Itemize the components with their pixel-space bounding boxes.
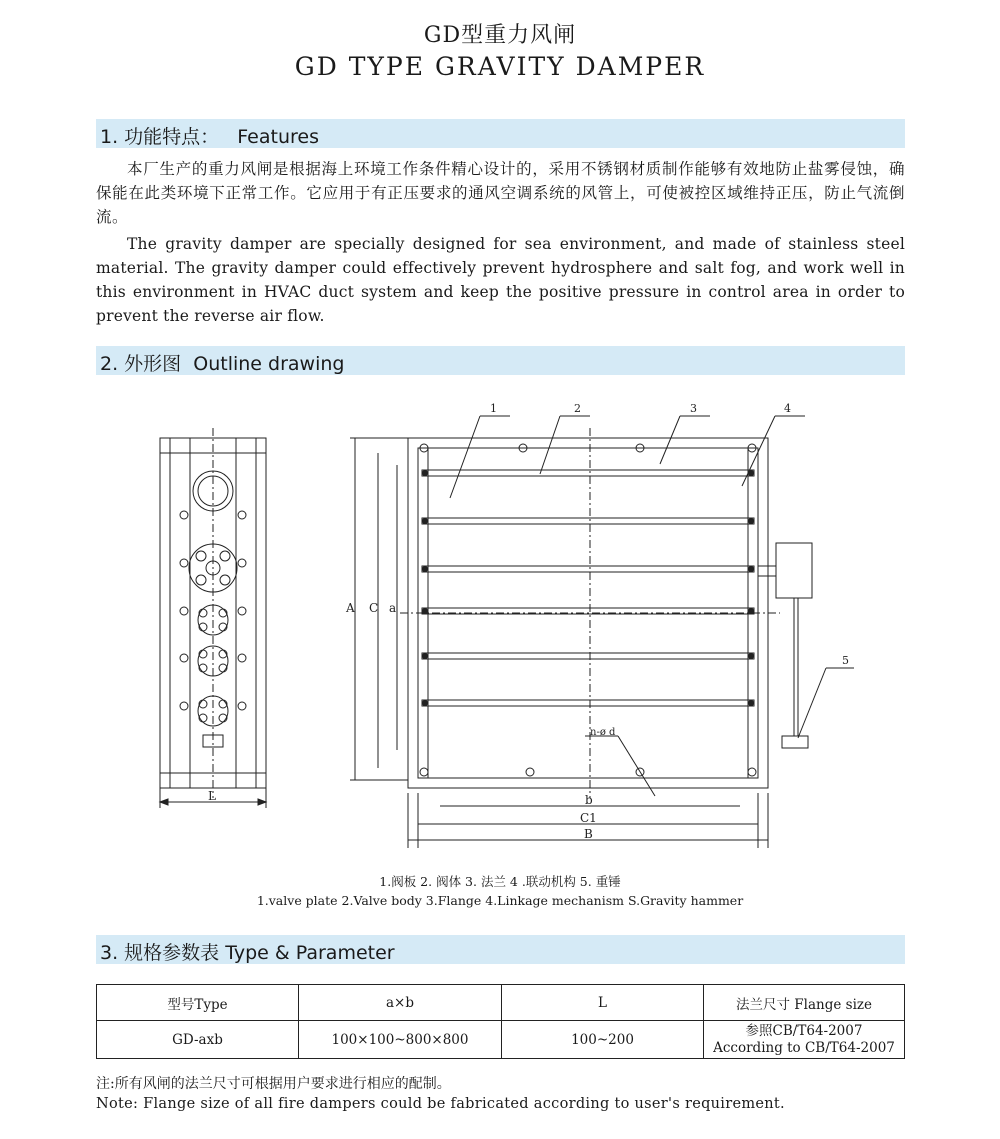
- callout-2: 2: [574, 402, 581, 415]
- dim-label-hole: n-ø d: [590, 727, 616, 738]
- dim-label-A: A: [346, 601, 355, 615]
- features-text-cn: 本厂生产的重力风闸是根据海上环境工作条件精心设计的，采用不锈钢材质制作能够有效地防止盐雾侵蚀，确保能在此类环境下正常工作。它应用于有正压要求的通风空调系统的风管上，可使被控区域维持正压，防止气流倒流。: [96, 160, 905, 226]
- dim-label-a: a: [389, 601, 397, 615]
- callout-leaders: [450, 416, 854, 738]
- section-title-parameter: 3. 规格参数表 Type & Parameter: [100, 942, 395, 964]
- section-header-features: [96, 119, 905, 148]
- cell-flange-line1: 参照CB/T64-2007: [745, 1022, 863, 1039]
- cell-ab: 100×100~800×800: [299, 1021, 502, 1059]
- page-title-en: GD TYPE GRAVITY DAMPER: [294, 52, 706, 81]
- section-title-features: 1. 功能特点： Features: [100, 126, 319, 148]
- section-header-outline: [96, 346, 905, 375]
- callout-5: 5: [842, 654, 849, 667]
- side-view: [160, 428, 266, 808]
- dim-label-L: L: [208, 789, 216, 803]
- cell-L: 100~200: [502, 1021, 704, 1059]
- callout-1: 1: [490, 402, 497, 415]
- dimension-lines: [350, 438, 768, 848]
- dim-label-C1: C1: [580, 811, 597, 825]
- header-flange: 法兰尺寸 Flange size: [704, 985, 905, 1021]
- note-cn: 注:所有风闸的法兰尺寸可根据用户要求进行相应的配制。: [96, 1076, 451, 1092]
- header-type: 型号Type: [97, 985, 299, 1021]
- dim-label-C: C: [369, 601, 379, 615]
- section-header-parameter: [96, 935, 905, 964]
- table-header-row: [97, 985, 905, 1021]
- header-L: L: [502, 985, 704, 1021]
- callout-4: 4: [784, 402, 791, 415]
- dim-label-b: b: [585, 793, 593, 807]
- parameter-table: [96, 984, 905, 1059]
- table-row: [97, 1021, 905, 1059]
- legend-en: 1.valve plate 2.Valve body 3.Flange 4.Linkage mechanism S.Gravity hammer: [256, 893, 744, 908]
- page-title-cn: GD型重力风闸: [423, 23, 577, 48]
- cell-flange-line2: According to CB/T64-2007: [713, 1039, 895, 1056]
- cell-type: GD-axb: [97, 1021, 299, 1059]
- header-ab: a×b: [299, 985, 502, 1021]
- legend-cn: 1.阀板 2. 阀体 3. 法兰 4 .联动机构 5. 重锤: [379, 874, 621, 889]
- section-title-outline: 2. 外形图 Outline drawing: [100, 353, 345, 375]
- note-en: Note: Flange size of all fire dampers could be fabricated according to user's requirement.: [96, 1096, 785, 1112]
- dim-label-B: B: [584, 827, 593, 841]
- callout-3: 3: [690, 402, 697, 415]
- cell-flange: [704, 1021, 905, 1059]
- features-text-en: The gravity damper are specially designed for sea environment, and made of stainless steel material. The gravity damper could effectively prevent hydrosphere and salt fog, and work well in this environment in HVAC duct system and keep the positive pressure in control area in order to prevent the reverse air flow.: [96, 235, 905, 325]
- valve-plates: [422, 470, 754, 706]
- outline-drawing: [150, 398, 870, 868]
- front-view: [400, 428, 812, 798]
